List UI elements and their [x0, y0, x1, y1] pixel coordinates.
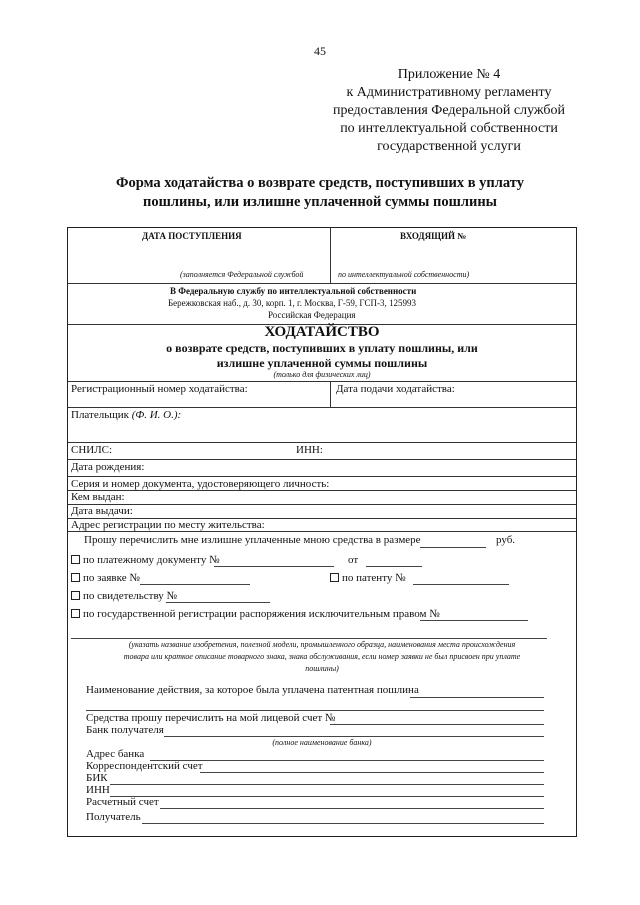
divider — [68, 476, 576, 477]
bank-address-label: Адрес банка — [86, 748, 145, 760]
patent-option[interactable] — [330, 572, 406, 584]
registration-label: по государственной регистрации распоряжения исключительным правом № — [83, 608, 440, 620]
divider — [68, 283, 576, 284]
recipient-line[interactable] — [142, 823, 544, 824]
appendix-line: предоставления Федеральной службой — [333, 103, 565, 118]
appendix-line: Приложение № 4 — [397, 67, 501, 82]
issue-date-label: Дата выдачи: — [71, 505, 133, 517]
inn-label: ИНН: — [296, 444, 323, 456]
addressee-line: В Федеральную службу по интеллектуальной собственности — [170, 286, 417, 296]
petition-title: ХОДАТАЙСТВО — [264, 324, 380, 340]
certificate-label: по свидетельству № — [83, 590, 178, 602]
petition-subtitle: излишне уплаченной суммы пошлины — [216, 356, 428, 370]
payer-hint: (Ф. И. О.): — [131, 409, 182, 421]
addressee-country: Российская Федерация — [268, 310, 356, 320]
explanation-note: товара или краткое описание товарного знака, знака обслуживания, если номер заявки не был присвоен при уплате — [123, 652, 521, 661]
divider — [68, 459, 576, 460]
reg-number-label: Регистрационный номер ходатайства: — [71, 383, 248, 395]
divider — [68, 504, 576, 505]
birth-date-label: Дата рождения: — [71, 461, 145, 473]
checkbox[interactable] — [71, 591, 80, 600]
application-option[interactable] — [71, 572, 140, 584]
appendix-block — [318, 66, 580, 156]
registration-number-line[interactable] — [420, 620, 528, 621]
issued-by-label: Кем выдан: — [71, 491, 125, 503]
page-number: 45 — [314, 44, 326, 58]
explanation-note: (указать название изобретения, полезной модели, промышленного образца, наименования места происхождения — [128, 640, 516, 649]
description-line[interactable] — [71, 638, 547, 639]
appendix-line: государственной услуги — [377, 139, 521, 154]
settlement-account-label: Расчетный счет — [86, 796, 159, 808]
account-number-line[interactable] — [330, 724, 544, 725]
bik-label: БИК — [86, 772, 108, 784]
refund-amount-line[interactable] — [420, 547, 486, 548]
corr-account-line[interactable] — [200, 772, 544, 773]
payment-doc-option[interactable] — [71, 554, 220, 566]
bank-address-line[interactable] — [150, 760, 544, 761]
patent-label: по патенту № — [342, 572, 406, 584]
divider — [68, 442, 576, 443]
inn-bank-label: ИНН — [86, 784, 110, 796]
filing-date-label: Дата подачи ходатайства: — [336, 383, 455, 395]
petition-subtitle: о возврате средств, поступивших в уплату пошлины, или — [166, 341, 478, 355]
header-divider — [330, 228, 331, 283]
recipient-bank-label: Банк получателя — [86, 724, 164, 736]
incoming-number-header: ВХОДЯЩИЙ № — [400, 231, 467, 241]
payer-label-text: Плательщик — [71, 409, 129, 421]
filled-by-note-left: (заполняется Федеральной службой — [180, 270, 304, 279]
checkbox[interactable] — [71, 555, 80, 564]
application-number-line[interactable] — [140, 584, 250, 585]
certificate-number-line[interactable] — [166, 602, 270, 603]
divider — [68, 490, 576, 491]
received-date-header: ДАТА ПОСТУПЛЕНИЯ — [142, 231, 242, 241]
form-title-line: Форма ходатайства о возврате средств, поступивших в уплату — [116, 175, 524, 191]
divider — [68, 407, 576, 408]
petition-note: (только для физических лиц) — [273, 370, 371, 379]
recipient-label: Получатель — [86, 811, 141, 823]
action-line[interactable] — [410, 697, 544, 698]
form-frame — [67, 227, 577, 837]
payment-doc-number-line[interactable] — [214, 566, 334, 567]
appendix-line: по интеллектуальной собственности — [340, 121, 558, 136]
id-document-label: Серия и номер документа, удостоверяющего личность: — [71, 478, 330, 490]
from-label: от — [348, 554, 359, 566]
registration-option[interactable] — [71, 608, 440, 620]
patent-number-line[interactable] — [413, 584, 509, 585]
divider — [68, 381, 576, 382]
form-title — [40, 174, 600, 212]
inn-bank-line[interactable] — [110, 796, 544, 797]
payment-doc-label: по платежному документу № — [83, 554, 220, 566]
address-label: Адрес регистрации по месту жительства: — [71, 519, 265, 531]
divider — [330, 381, 331, 407]
filled-by-note-right: по интеллектуальной собственности) — [338, 270, 470, 279]
payer-label — [71, 409, 181, 421]
action-line-continued[interactable] — [86, 710, 544, 711]
checkbox[interactable] — [330, 573, 339, 582]
appendix-line: к Административному регламенту — [346, 85, 552, 100]
snils-label: СНИЛС: — [71, 444, 113, 456]
checkbox[interactable] — [71, 573, 80, 582]
corr-account-label: Корреспондентский счет — [86, 760, 203, 772]
explanation-note: пошлины) — [305, 664, 339, 673]
bank-name-hint: (полное наименование банка) — [272, 738, 372, 747]
settlement-account-line[interactable] — [160, 808, 544, 809]
bik-line[interactable] — [110, 784, 544, 785]
checkbox[interactable] — [71, 609, 80, 618]
recipient-bank-line[interactable] — [164, 736, 544, 737]
action-label: Наименование действия, за которое была уплачена патентная пошлина — [86, 684, 419, 696]
application-label: по заявке № — [83, 572, 140, 584]
currency-label: руб. — [496, 534, 516, 546]
payment-doc-date-line[interactable] — [366, 566, 422, 567]
divider — [68, 531, 576, 532]
addressee-address: Бережковская наб., д. 30, корп. 1, г. Москва, Г-59, ГСП-3, 125993 — [168, 298, 417, 308]
account-label: Средства прошу перечислить на мой лицевой счет № — [86, 712, 336, 724]
certificate-option[interactable] — [71, 590, 177, 602]
form-title-line: пошлины, или излишне уплаченной суммы пошлины — [142, 194, 498, 210]
refund-request-label: Прошу перечислить мне излишне уплаченные мною средства в размере — [84, 534, 421, 546]
